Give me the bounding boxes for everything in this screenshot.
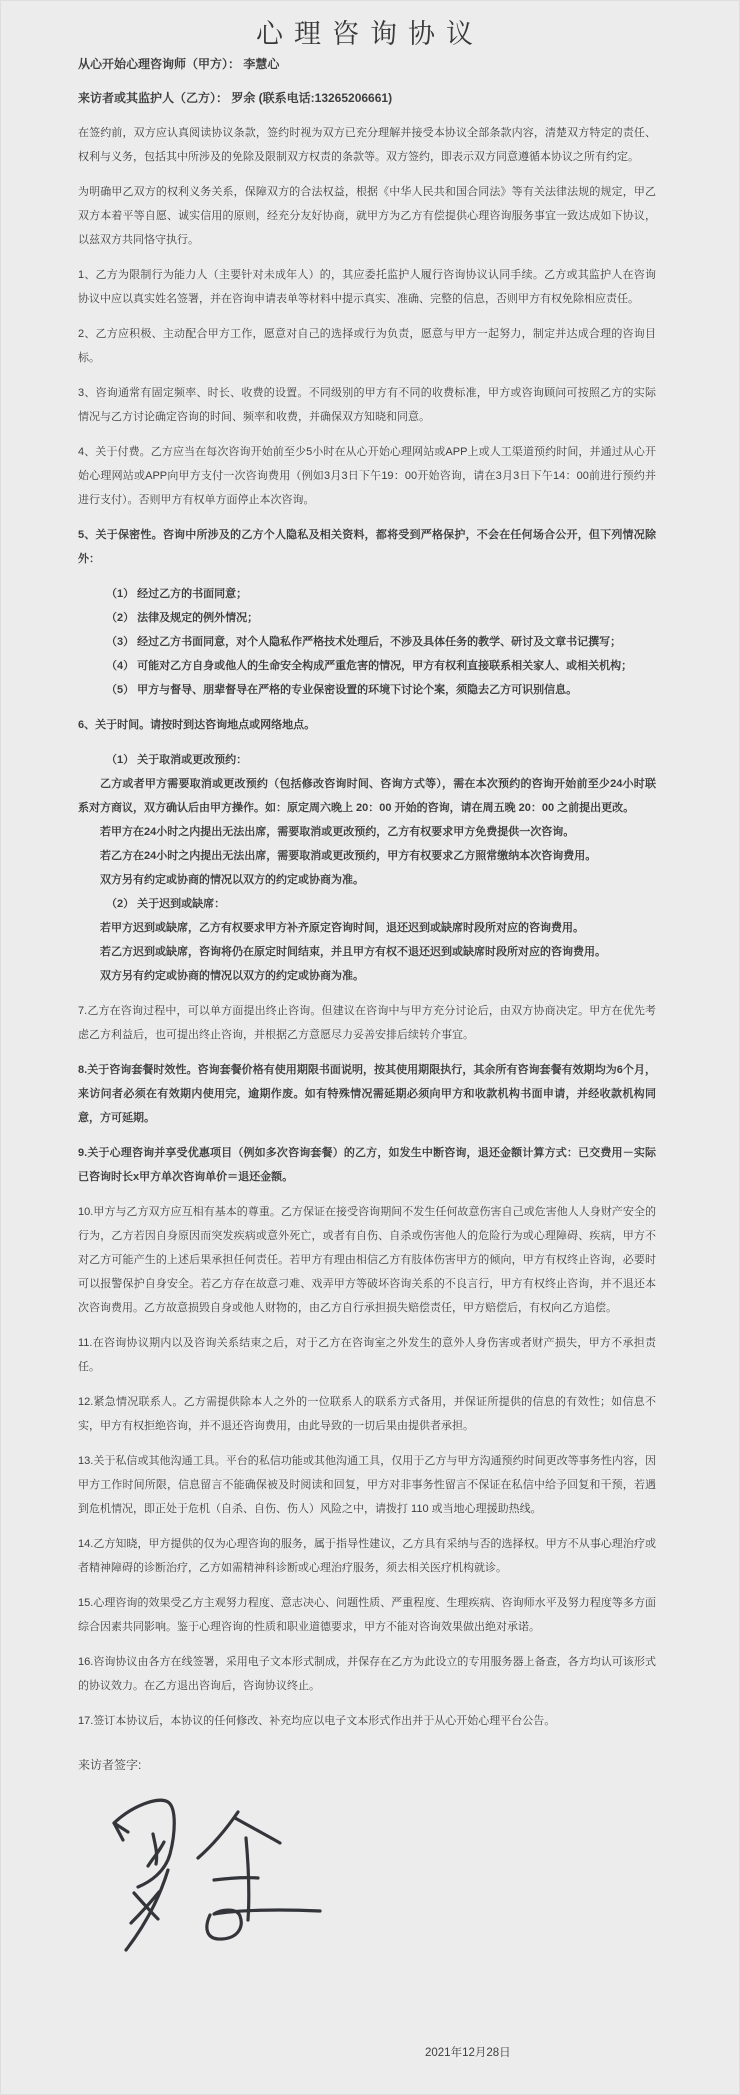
paragraph: 若甲方迟到或缺席，乙方有权要求甲方补齐原定咨询时间，退还迟到或缺席时段所对应的咨询费用。 (100, 922, 584, 934)
paragraph: 若乙方在24小时之内提出无法出席，需要取消或更改预约，甲方有权要求乙方照常缴纳本次咨询费用。 (100, 850, 597, 862)
paragraph: 为明确甲乙双方的权利义务关系，保障双方的合法权益，根据《中华人民共和国合同法》等有关法律法规的规定，甲乙双方本着平等自愿、诚实信用的原则，经充分友好协商，就甲方为乙方有偿提供心理咨询服务事宜一致达成如下协议，以兹双方共同恪守执行。 (78, 186, 656, 246)
agreement-clauses (78, 121, 656, 1733)
paragraph: 5、关于保密性。咨询中所涉及的乙方个人隐私及相关资料，都将受到严格保护，不会在任何场合公开，但下列情况除外： (78, 529, 656, 565)
paragraph: 4、关于付费。乙方应当在每次咨询开始前至少5小时在从心开始心理网站或APP上或人工渠道预约时间，并通过从心开始心理网站或APP向甲方支付一次咨询费用（例如3月3日下午19：00开始咨询，请在3月3日下午14：00前进行预约并进行支付）。否则甲方有权单方面停止本次咨询。 (78, 446, 656, 506)
visitor-signature-label: 来访者签字: (78, 1758, 142, 1772)
paragraph: 9.关于心理咨询并享受优惠项目（例如多次咨询套餐）的乙方，如发生中断咨询，退还金额计算方式：已交费用－实际已咨询时长x甲方单次咨询单价＝退还金额。 (78, 1147, 656, 1183)
signature-stroke (207, 1910, 320, 1939)
paragraph: （3） 经过乙方书面同意，对个人隐私作严格技术处理后，不涉及具体任务的教学、研讨及文章书记撰写； (106, 636, 622, 648)
paragraph: 1、乙方为限制行为能力人（主要针对未成年人）的，其应委托监护人履行咨询协议认同手续。乙方或其监护人在咨询协议中应以真实姓名签署，并在咨询申请表单等材料中提示真实、准确、完整的信息，否则甲方有权免除相应责任。 (78, 269, 656, 305)
paragraph: 11.在咨询协议期内以及咨询关系结束之后，对于乙方在咨询室之外发生的意外人身伤害或者财产损失，甲方不承担责任。 (78, 1337, 656, 1373)
page-title: 心理咨询协议 (256, 19, 484, 49)
agreement-date: 2021年12月28日 (425, 2047, 511, 2059)
signature-stroke (235, 1818, 280, 1843)
paragraph: 若甲方在24小时之内提出无法出席，需要取消或更改预约，乙方有权要求甲方免费提供一次咨询。 (100, 826, 575, 838)
paragraph: 15.心理咨询的效果受乙方主观努力程度、意志决心、问题性质、严重程度、生理疾病、咨询师水平及努力程度等多方面综合因素共同影响。鉴于心理咨询的性质和职业道德要求，甲方不能对咨询效果做出绝对承诺。 (78, 1597, 656, 1633)
paragraph: 10.甲方与乙方双方应互相有基本的尊重。乙方保证在接受咨询期间不发生任何故意伤害自己或危害他人人身财产安全的行为，乙方若因自身原因而突发疾病或意外死亡，或者有自伤、自杀或伤害他人的危险行为或心理障碍、疾病，甲方不对乙方可能产生的上述后果承担任何责任。若甲方有理由相信乙方有肢体伤害甲方的倾向，甲方有权终止咨询，必要时可以报警保护自身安全。若乙方存在故意刁难、戏弄甲方等破坏咨询关系的不良言行，甲方有权终止咨询，并不退还本次咨询费用。乙方故意损毁自身或他人财物的，由乙方自行承担损失赔偿责任，甲方赔偿后，有权向乙方追偿。 (78, 1206, 656, 1314)
paragraph: 在签约前，双方应认真阅读协议条款，签约时视为双方已充分理解并接受本协议全部条款内容，清楚双方特定的责任、权利与义务，包括其中所涉及的免除及限制双方权责的条款等。双方签约，即表示双方同意遵循本协议之所有约定。 (78, 127, 656, 163)
signature-stroke (198, 1812, 238, 1858)
paragraph: （4） 可能对乙方自身或他人的生命安全构成严重危害的情况，甲方有权利直接联系相关家人、或相关机构； (106, 660, 633, 672)
paragraph: （1） 经过乙方的书面同意； (106, 588, 248, 600)
paragraph: 双方另有约定或协商的情况以双方的约定或协商为准。 (100, 970, 364, 982)
paragraph: （2） 法律及规定的例外情况； (106, 612, 259, 624)
paragraph: 14.乙方知晓，甲方提供的仅为心理咨询的服务，属于指导性建议，乙方具有采纳与否的选择权。甲方不从事心理治疗或者精神障碍的诊断治疗，乙方如需精神科诊断或心理治疗服务，须去相关医疗机构就诊。 (78, 1538, 656, 1574)
paragraph: 6、关于时间。请按时到达咨询地点或网络地点。 (78, 719, 316, 731)
paragraph: 乙方或者甲方需要取消或更改预约（包括修改咨询时间、咨询方式等），需在本次预约的咨询开始前至少24小时联系对方商议，双方确认后由甲方操作。如：原定周六晚上 20：00 开始的咨询，请在周五晚 20：00 之前提出更改。 (78, 778, 656, 814)
signature-stroke (114, 1823, 128, 1840)
paragraph: （5） 甲方与督导、朋辈督导在严格的专业保密设置的环境下讨论个案，须隐去乙方可识别信息。 (106, 684, 578, 696)
paragraph: 17.签订本协议后，本协议的任何修改、补充均应以电子文本形式作出并于从心开始心理平台公告。 (78, 1715, 556, 1727)
paragraph: 2、乙方应积极、主动配合甲方工作，愿意对自己的选择或行为负责，愿意与甲方一起努力，制定并达成合理的咨询目标。 (78, 328, 656, 364)
paragraph: 双方另有约定或协商的情况以双方的约定或协商为准。 (100, 874, 364, 886)
signature-stroke (214, 1878, 258, 1880)
paragraph: 8.关于咨询套餐时效性。咨询套餐价格有使用期限书面说明，按其使用期限执行，其余所有咨询套餐有效期均为6个月，来访问者必须在有效期内使用完，逾期作废。如有特殊情况需延期必须向甲方和收款机构书面申请，并经收款机构同意，方可延期。 (78, 1064, 656, 1124)
party-a-line: 从心开始心理咨询师（甲方）： 李慧心 (78, 57, 280, 71)
paragraph: （1） 关于取消或更改预约： (106, 754, 248, 766)
paragraph: （2） 关于迟到或缺席： (106, 898, 226, 910)
paragraph: 3、咨询通常有固定频率、时长、收费的设置。不同级别的甲方有不同的收费标准，甲方或咨询顾问可按照乙方的实际情况与乙方讨论确定咨询的时间、频率和收费，并确保双方知晓和同意。 (78, 387, 656, 423)
paragraph: 13.关于私信或其他沟通工具。平台的私信功能或其他沟通工具，仅用于乙方与甲方沟通预约时间更改等事务性内容，因甲方工作时间所限，信息留言不能确保被及时阅读和回复，甲方对非事务性留言不保证在私信中给予回复和干预，若遇到危机情况，即正处于危机（自杀、自伤、伤人）风险之中，请拨打 110 或当地心理援助热线。 (78, 1455, 656, 1515)
signature-drawing (98, 1790, 338, 1975)
paragraph: 16.咨询协议由各方在线签署，采用电子文本形式制成，并保存在乙方为此设立的专用服务器上备查，各方均认可该形式的协议效力。在乙方退出咨询后，咨询协议终止。 (78, 1656, 656, 1692)
paragraph: 若乙方迟到或缺席，咨询将仍在原定时间结束，并且甲方有权不退还迟到或缺席时段所对应的咨询费用。 (100, 946, 606, 958)
party-b-line: 来访者或其监护人（乙方）： 罗余 (联系电话:13265206661) (78, 91, 393, 105)
paragraph: 7.乙方在咨询过程中，可以单方面提出终止咨询。但建议在咨询中与甲方充分讨论后，由双方协商决定。甲方在优先考虑乙方利益后，也可提出终止咨询，并根据乙方意愿尽力妥善安排后续转介事宜。 (78, 1005, 656, 1041)
agreement-body (78, 52, 656, 1744)
paragraph: 12.紧急情况联系人。乙方需提供除本人之外的一位联系人的联系方式备用，并保证所提供的信息的有效性；如信息不实，甲方有权拒绝咨询，并不退还咨询费用，由此导致的一切后果由提供者承担。 (78, 1396, 656, 1432)
